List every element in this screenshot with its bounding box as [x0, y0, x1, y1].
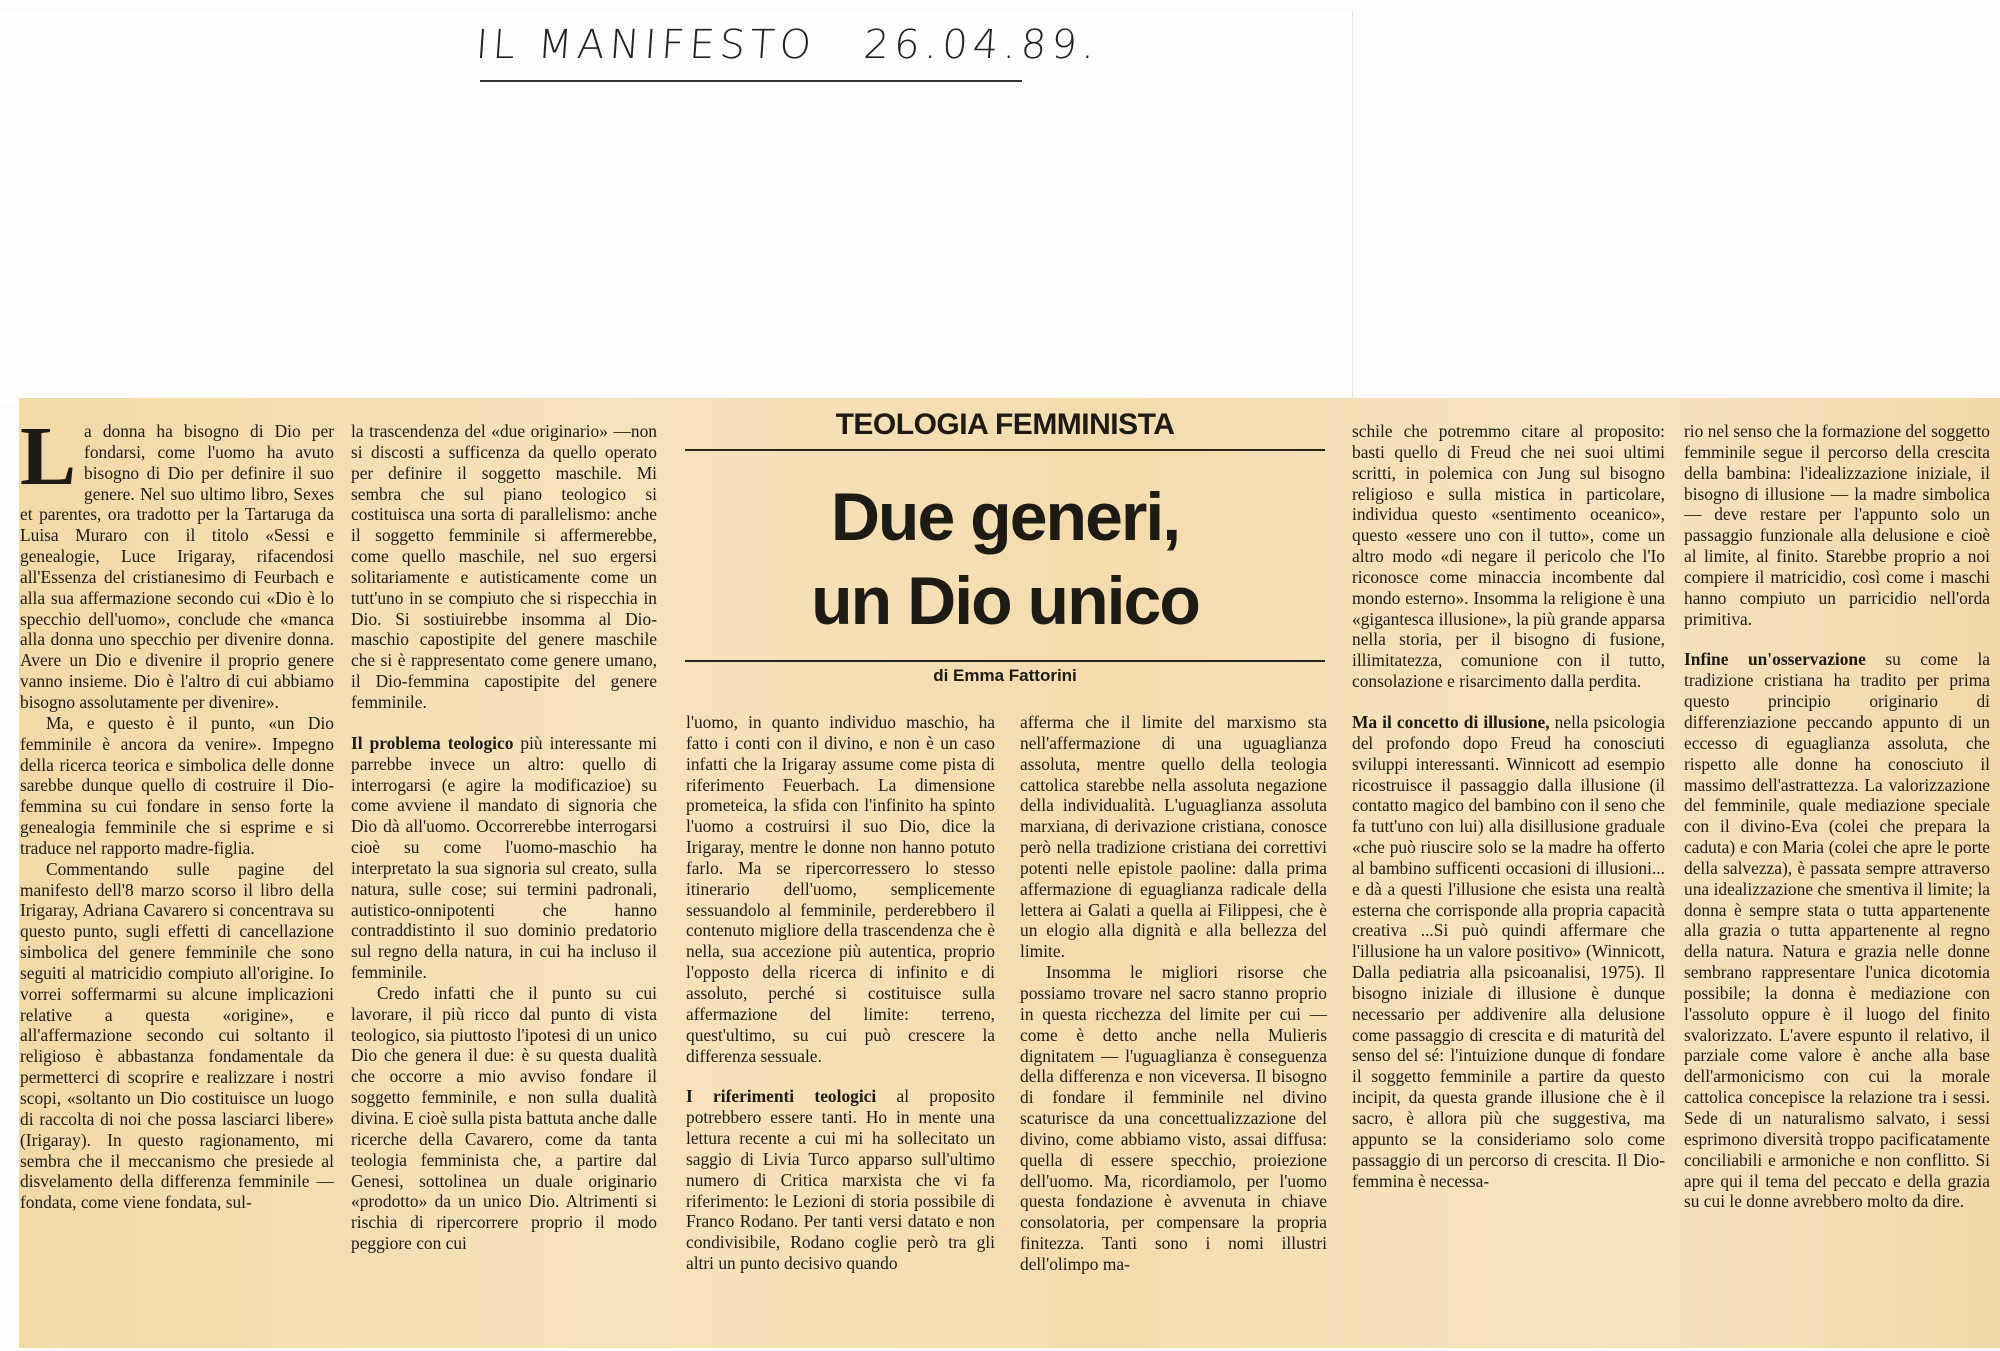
byline: di Emma Fattorini — [933, 666, 1077, 685]
paragraph: schile che potremmo citare al proposito: basti quello di Freud che nei suoi ultimi scritti, in polemica con Jung sul bisogno religioso e sulla mistica in particolare, individua questo «sentimento oceanico», questo «essere uno con il tutto», come un altro modo «di negare il pericolo che l'Io riconosce come minaccia incombente dal mondo esterno». Insomma la religione è una «gigantesca illusione», la più grande apparsa nella storia, per il bisogno di fusione, illimitatezza, comunione con il tutto, consolazione e risarcimento dalla perdita. — [1352, 421, 1665, 692]
paragraph: Commentando sulle pagine del manifesto dell'8 marzo scorso il libro della Irigaray, Adriana Cavarero si concentrava su questo punto, sugli effetti di cancellazione simbolica del genere femminile che sono seguiti al matricidio compiuto all'origine. Io vorrei soffermarmi su alcune implicazioni relative a questa «origine», e all'affermazione secondo cui soltanto il religioso è abbastanza fondamentale da permetterci di scoprire e realizzare i nostri scopi, «soltanto un Dio costituisce un luogo di raccolta di noi che possa lasciarci libere» (Irigaray). In questo ragionamento, mi sembra che il meccanismo che presiede al disvelamento della differenza femminile — fondata, come viene fondata, sul- — [20, 858, 334, 1213]
paragraph-text: nella psicologia del profondo dopo Freud ha conosciuti sviluppi interessanti. Winnicott ad esempio ricostruisce il passaggio dalla illusione (il contatto magico del bambino con il seno che fa tutt'uno con lui) alla disillusione graduale «che può riuscire solo se la madre ha offerto al bambino sufficenti occasioni di illusioni... e dà a questi l'illusione che esista una realtà esterna che corrisponde alla propria capacità creativa ...Si può quindi affermare che l'illusione ha un valore positivo» (Winnicott, Dalla pediatria alla psicoanalisi, 1975). Il bisogno iniziale di illusione è dunque necessario per addivenire alla delusione come passaggio di crescita e di maturità del senso del sé: l'intuizione dunque di fondare il soggetto femminile a partire da questo incipit, da questa grande illusione che è il sacro, è allora più che suggestiva, ma appunto se la consideriamo solo come passaggio di un percorso di crescita. Il Dio-femmina è necessa- — [1352, 711, 1665, 1191]
paragraph: Insomma le migliori risorse che possiamo trovare nel sacro stanno proprio in questa ricchezza del limite per cui — come è detto anche nella Mulieris dignitatem — l'uguaglianza è conseguenza della differenza e non viceversa. Il bisogno di fondare il femminile nel divino scaturisce da una concettualizzazione del divino, come abbiamo visto, assai diffusa: quella di essere specchio, proiezione dell'uomo. Ma, ricordiamolo, per l'uomo questa fondazione è avvenuta in chiave consolatoria, per compensare la propria finitezza. Tanti sono i nomi illustri dell'olimpo ma- — [1020, 962, 1327, 1274]
article-column-3 — [686, 712, 995, 1342]
article-column-1 — [20, 421, 334, 1343]
paragraph — [1352, 712, 1665, 1191]
paragraph-lead: Ma il concetto di illusione, — [1352, 711, 1550, 732]
paragraph-lead: Infine un'osservazione — [1684, 649, 1866, 670]
paragraph — [1684, 649, 1990, 1212]
paragraph: Credo infatti che il punto su cui lavorare, il più ricco dal punto di vista teologico, sia piuttosto l'ipotesi di un unico Dio che genera il due: è su questa dualità che occorre a mio avviso fondare il soggetto femminile, e non sulla dualità divina. E cioè sulla pista battuta anche dalle ricerche della Cavarero, come da tanta teologia femminista che, a partire dal Genesi, sottolinea un duale originario «prodotto» da un unico Dio. Altrimenti si rischia di ripercorrere proprio il modo peggiore con cui — [351, 982, 657, 1254]
article-column-6 — [1684, 421, 1990, 1343]
handwritten-source-note — [474, 22, 1101, 68]
header-underline — [480, 80, 1022, 82]
paragraph: la trascendenza del «due originario» —non si discosti a sufficenza da quello operato per definire il soggetto maschile. Mi sembra che sul piano teologico si costituisca una sorta di parallelismo: anche il soggetto femminile si affermerebbe, come quello maschile, nel suo ergersi solitariamente e autisticamente come un tutt'uno in se compiuto che si rispecchia in Dio. Si sostiuirebbe insomma al Dio-maschio capostipite del genere maschile che si è rappresentato come genere umano, il Dio-femmina capostipite del genere femminile. — [351, 421, 657, 712]
article-column-4 — [1020, 712, 1327, 1342]
paragraph-text: su come la tradizione cristiana ha tradito per prima questo principio originario di differenziazione peccando appunto di un eccesso di eguaglianza assoluta, che rispetto alle donne ha conosciuto il massimo dell'astrattezza. La valorizzazione del femminile, quale mediazione speciale con il divino-Eva (colei che prepara la caduta) e con Maria (colei che apre le porte della salvezza), è passata sempre attraverso una idealizzazione che smentiva il limite; la donna è sempre stata o tutta appartenente alla grazia o tutta appartenente al regno della natura. Natura e grazia nelle donne sembrano rappresentare l'unica dicotomia possibile; la donna è mediazione con l'assoluto oppure è il luogo del finito svalorizzato. L'avere espunto il relativo, il parziale come valore è anche alla base dell'armonicismo con cui la morale cattolica concepisce la relazione tra i sessi. Sede di un naturalismo salvato, i sessi esprimono diversità troppo pacificatamente conciliabili e armoniche e non conflitto. Si apre qui il tema del peccato e della grazia su cui le donne avrebbero molto da dire. — [1684, 649, 1990, 1212]
clipping-header-paper — [0, 12, 1353, 404]
paragraph: a donna ha bisogno di Dio per fondarsi, come l'uomo ha avuto bisogno di Dio per definire il suo genere. Nel suo ultimo libro, Sexes et parentes, ora tradotto per la Tartaruga da Luisa Muraro con il titolo «Sessi e genealogie, Luce Irigaray, rifacendosi all'Essenza del cristianesimo di Feurbach e alla sua affermazione secondo cui «Dio è lo specchio dell'uomo», conclude che «manca alla donna uno specchio per divenire donna. Avere un Dio e divenire il proprio genere vanno insieme. Dio è l'altro di cui abbiamo bisogno assolutamente per divenire». — [20, 421, 334, 712]
paragraph: rio nel senso che la formazione del soggetto femminile segue il percorso della crescita della bambina: l'idealizzazione iniziale, il bisogno di illusione — la madre simbolica — deve restare per l'appunto solo un passaggio funzionale alla delusione e cioè al limite, al finito. Starebbe proprio a noi compiere il matricidio, così come i maschi hanno compiuto un parricidio nell'orda primitiva. — [1684, 421, 1990, 629]
paragraph: l'uomo, in quanto individuo maschio, ha fatto i conti con il divino, e non è un caso infatti che la Irigaray assume come pista di riferimento Feuerbach. La dimensione prometeica, la sfida con l'infinito ha spinto l'uomo a costruirsi il suo Dio, dice la Irigaray, mentre le donne non hanno potuto farlo. Ma se ripercorressero lo stesso itinerario dell'uomo, semplicemente sessuandolo al femminile, perderebbero il contenuto migliore della trascendenza che è nella, sua accezione più autentica, proprio l'opposto della ricerca di infinito e di assoluto, perché si costituisce sulla affermazione del limite: terreno, quest'ultimo, su cui può crescere la differenza sessuale. — [686, 712, 995, 1066]
paragraph-lead: Il problema teologico — [351, 732, 514, 753]
paragraph — [686, 1086, 995, 1274]
title-line: un Dio unico — [811, 563, 1199, 639]
article-title — [685, 475, 1325, 643]
paragraph-text: più interessante mi parrebbe invece un altro: quello di interrogarsi (e agire la modificazioe) su come avviene il mandato di signoria che Dio dà all'uomo. Occorrerebbe interrogarsi cioè su come l'uomo-maschio ha interpretato la sua signoria sul creato, sulla natura, sulle cose; sui termini padronali, autistico-onnipotenti che hanno contraddistinto il suo dominio predatorio sul regno della natura, in cui ha incluso il femminile. — [351, 732, 657, 983]
paragraph-lead: I riferimenti teologici — [686, 1086, 877, 1107]
paragraph: afferma che il limite del marxismo sta nell'affermazione di una uguaglianza assoluta, mentre quello della teologia cattolica starebbe nella assoluta negazione della individualità. L'uguaglianza assoluta marxiana, di derivazione cristiana, conosce però nella tradizione cristiana dei correttivi potenti nelle epistole paoline: dalla prima affermazione di eguaglianza radicale della lettera ai Galati a quella ai Filippesi, che è un elogio alla dignità e alla bellezza del limite. — [1020, 712, 1327, 962]
paragraph-text: al proposito potrebbero essere tanti. Ho in mente una lettura recente a cui mi ha sollecitato un saggio di Livia Turco apparso sull'ultimo numero di Critica marxista che vi fa riferimento: le Lezioni di storia possibile di Franco Rodano. Per tanti versi datato e non condivisibile, Rodano coglie però tra gli altri un punto decisivo quando — [686, 1086, 995, 1274]
article-column-2 — [351, 421, 657, 1343]
newspaper-name: IL MANIFESTO — [474, 22, 818, 68]
paragraph: Ma, e questo è il punto, «un Dio femminile è ancora da venire». Impegno della ricerca teorica e simbolica delle donne sarebbe dunque quello di costruire il Dio-femmina su cui fondare in senso forte la genealogia femminile che si esprime e si traduce nel rapporto madre-figlia. — [20, 712, 334, 858]
drop-cap: L — [20, 421, 77, 503]
kicker-rule — [685, 449, 1325, 451]
article-kicker: TEOLOGIA FEMMINISTA — [835, 408, 1175, 441]
clipping-date: 26.04.89. — [862, 22, 1102, 68]
paragraph — [351, 733, 657, 983]
article-column-5 — [1352, 421, 1665, 1343]
title-rule — [685, 660, 1325, 662]
title-line: Due generi, — [830, 479, 1180, 555]
